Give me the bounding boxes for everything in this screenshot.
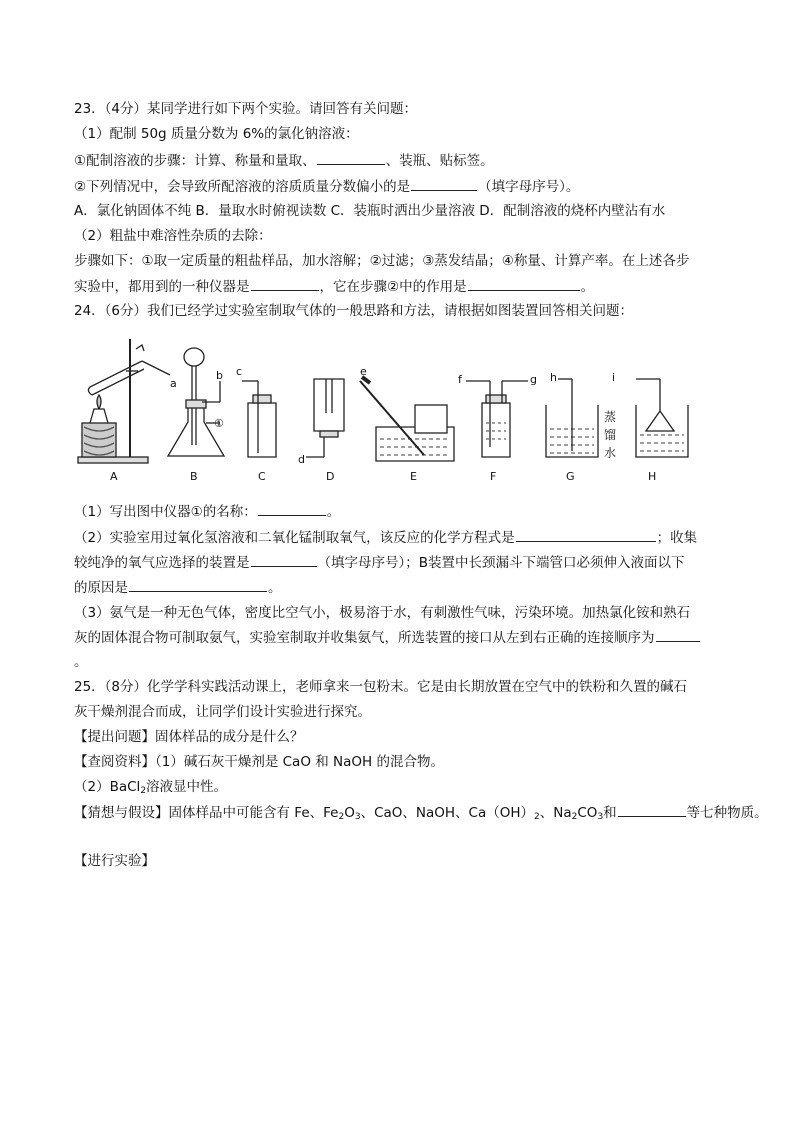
q23-part2: （2）粗盐中难溶性杂质的去除：: [74, 228, 272, 244]
apparatus-diagram: [70, 335, 690, 485]
answer-blank[interactable]: [516, 528, 656, 542]
q24-question-3b: 灰的固体混合物可制取氨气，实验室制取并收集氨气，所选装置的接口从左到右正确的连接顺序为: [74, 628, 701, 647]
apparatus-h: [636, 379, 688, 457]
q24-question-2b: 较纯净的氧气应选择的装置是 （填字母序号）；B装置中长颈漏斗下端管口必须伸入液面以下: [74, 555, 685, 571]
label-c: C: [258, 470, 266, 483]
port-d: d: [298, 453, 305, 466]
label-h: H: [648, 470, 657, 483]
answer-blank[interactable]: [317, 151, 385, 165]
apparatus-d: [306, 379, 344, 457]
port-f: f: [458, 373, 462, 386]
port-a: a: [170, 377, 177, 390]
port-i: i: [612, 371, 616, 384]
q25-hypothesis: 【猜想与假设】固体样品中可能含有 Fe、$Fe_2O_3$、CaO、NaOH、$Ca(OH)_2$、$Na_2CO_3$和 等七种物质。: [74, 805, 768, 822]
q24-question-1: （1）写出图中仪器①的名称： 。: [74, 504, 341, 520]
port-h: h: [550, 371, 557, 384]
label-b: B: [190, 470, 198, 483]
q25-reference-1: 【查阅资料】（1）碱石灰干燥剂是 CaO 和 NaOH 的混合物。: [74, 754, 444, 770]
apparatus-e: [360, 377, 454, 461]
q24-question-2c: 的原因是 。: [74, 580, 282, 596]
q24-question-3a: （3）氨气是一种无色气体，密度比空气小，极易溶于水，有刺激性气味，污染环境。加热氯化铵和熟石: [74, 605, 691, 621]
q23-steps: 步骤如下：①取一定质量的粗盐样品，加水溶解；②过滤；③蒸发结晶；④称量、计算产率。在上述各步: [74, 253, 690, 269]
q25-reference-2: （2）BaCl$_2$溶液显中性。: [74, 779, 228, 796]
apparatus-b: [168, 348, 224, 456]
answer-blank[interactable]: [129, 578, 267, 592]
q25-title-1: 25．（8分）化学学科实践活动课上，老师拿来一包粉末。它是由长期放置在空气中的铁粉和久置的碱石: [74, 679, 688, 695]
answer-blank[interactable]: [468, 277, 580, 291]
apparatus-f: [466, 381, 528, 457]
water-label-2: 馏: [604, 428, 617, 442]
marker-1: ①: [214, 417, 224, 430]
answer-blank[interactable]: [656, 628, 700, 642]
q23-steps-question: 实验中，都用到的一种仪器是 ，它在步骤②中的作用是 。: [74, 279, 595, 295]
q25-title-2: 灰干燥剂混合而成，让同学们设计实验进行探究。: [74, 704, 371, 720]
label-d: D: [326, 470, 335, 483]
port-g: g: [530, 373, 537, 386]
apparatus-c: [242, 381, 276, 457]
label-f: F: [490, 470, 497, 483]
answer-blank[interactable]: [251, 277, 319, 291]
apparatus-g: [546, 379, 598, 457]
q23-options: A．氯化钠固体不纯 B．量取水时俯视读数 C．装瓶时洒出少量溶液 D．配制溶液的烧杯内壁沾有水: [74, 203, 666, 219]
q25-question: 【提出问题】固体样品的成分是什么？: [74, 729, 304, 745]
water-label-3: 水: [604, 446, 617, 460]
q23-step2: ②下列情况中，会导致所配溶液的溶质质量分数偏小的是 （填字母序号）。: [74, 179, 580, 195]
label-a: A: [110, 470, 118, 483]
answer-blank[interactable]: [251, 553, 317, 567]
port-b: b: [216, 369, 223, 382]
q24-title: 24．（6分）我们已经学过实验室制取气体的一般思路和方法，请根据如图装置回答相关问题：: [74, 303, 634, 319]
q24-question-3c: 。: [74, 654, 88, 670]
label-g: G: [566, 470, 575, 483]
q25-experiment: 【进行实验】: [74, 853, 155, 869]
water-label-1: 蒸: [604, 410, 617, 424]
answer-blank[interactable]: [411, 177, 477, 191]
port-e: e: [360, 365, 367, 378]
label-e: E: [410, 470, 417, 483]
q23-part1: （1）配制 50g 质量分数为 6%的氯化钠溶液：: [74, 126, 359, 142]
answer-blank[interactable]: [258, 502, 326, 516]
port-c: c: [236, 365, 243, 378]
q24-question-2: （2）实验室用过氧化氢溶液和二氧化锰制取氧气，该反应的化学方程式是 ；收集: [74, 530, 698, 546]
apparatus-a: [78, 339, 170, 463]
answer-blank[interactable]: [618, 803, 686, 817]
q23-step1: ①配制溶液的步骤：计算、称量和量取、 、装瓶、贴标签。: [74, 153, 494, 169]
q23-title: 23．（4分）某同学进行如下两个实验。请回答有关问题：: [74, 101, 418, 117]
